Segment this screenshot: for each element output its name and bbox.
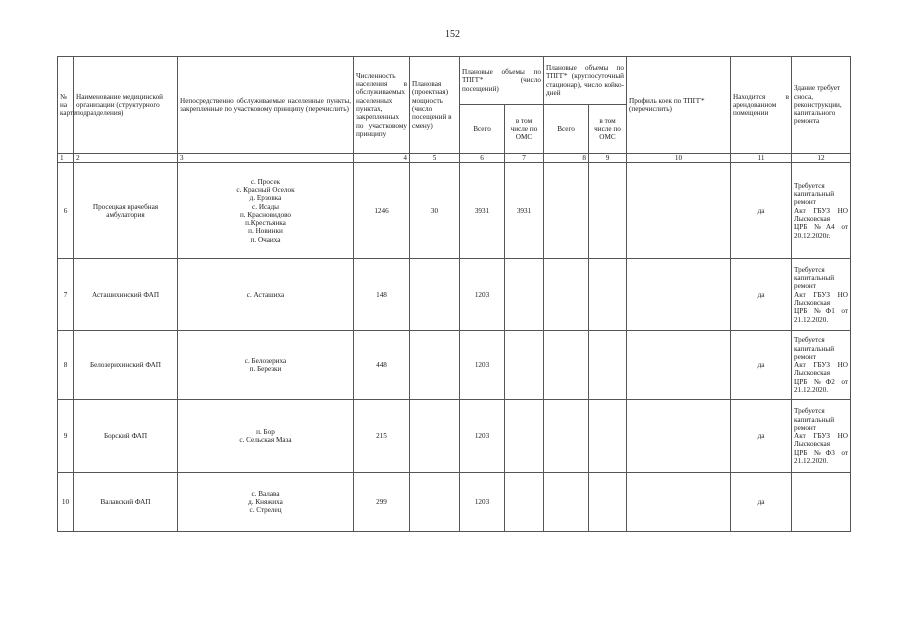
row-profile <box>627 163 731 259</box>
index-cell: 9 <box>589 154 627 163</box>
row-beds-oms <box>589 400 627 473</box>
row-beds-total <box>544 331 589 400</box>
building-line: Лысковская <box>794 440 831 449</box>
index-cell: 10 <box>627 154 731 163</box>
facilities-table <box>57 56 851 532</box>
header-building: Здание требует сноса, реконструкции, капитального ремонта <box>792 57 851 154</box>
row-beds-total <box>544 473 589 532</box>
row-building <box>792 473 851 532</box>
row-name: Просецкая врачебная амбулатория <box>74 163 178 259</box>
row-building <box>792 163 851 259</box>
header-visits-oms: в том числе по ОМС <box>505 105 544 154</box>
point-item: с. Исады <box>252 202 279 211</box>
building-line: Акт ГБУЗ НО <box>794 432 848 441</box>
row-num: 7 <box>58 259 74 331</box>
point-item: с. Красный Оселок <box>236 185 295 194</box>
row-beds-oms <box>589 259 627 331</box>
point-item: п. Новинки <box>248 227 283 236</box>
point-item: с. Валава <box>251 489 280 498</box>
header-name: Наименование медицинской организации (структурного подразделения) <box>74 57 178 154</box>
row-building <box>792 259 851 331</box>
header-rented: Находится в арендованном помещении <box>731 57 792 154</box>
row-visits-total: 1203 <box>460 473 505 532</box>
index-cell: 3 <box>178 154 354 163</box>
index-cell: 6 <box>460 154 505 163</box>
building-line: Лысковская <box>794 369 831 378</box>
index-cell: 1 <box>58 154 74 163</box>
row-visits-total: 1203 <box>460 400 505 473</box>
index-cell: 11 <box>731 154 792 163</box>
row-population: 1246 <box>354 163 410 259</box>
header-points: Непосредственно обслуживаемые населенные пункты, закрепленные по участковому принципу (перечислить) <box>178 57 354 154</box>
point-item: с. Белозериха <box>244 357 287 365</box>
row-beds-total <box>544 163 589 259</box>
building-line: Акт ГБУЗ НО <box>794 206 848 215</box>
row-name: Борский ФАП <box>74 400 178 473</box>
row-building <box>792 331 851 400</box>
point-item: с. Сельская Маза <box>239 436 292 445</box>
row-visits-oms <box>505 473 544 532</box>
building-line: ЦРБ №А4 от <box>794 223 848 232</box>
column-index-row <box>58 154 851 163</box>
header-visits-total: Всего <box>460 105 505 154</box>
point-item: п. Бор <box>256 428 275 436</box>
table-row <box>58 163 851 259</box>
point-item: с. Стрелец <box>249 506 282 515</box>
row-capacity <box>410 473 460 532</box>
row-profile <box>627 259 731 331</box>
building-line: ЦРБ №Ф1 от <box>794 307 848 316</box>
row-visits-oms: 3931 <box>505 163 544 259</box>
point-item: с. Просек <box>250 177 281 186</box>
row-beds-total <box>544 400 589 473</box>
row-visits-oms <box>505 331 544 400</box>
row-visits-total: 1203 <box>460 259 505 331</box>
row-rented: да <box>731 259 792 331</box>
row-beds-oms <box>589 163 627 259</box>
building-line: Лысковская <box>794 298 831 307</box>
row-num: 6 <box>58 163 74 259</box>
building-line: ремонт <box>794 282 816 291</box>
row-rented: да <box>731 400 792 473</box>
table-row <box>58 400 851 473</box>
header-profile: Профиль коек по ТПГГ* (перечислить) <box>627 57 731 154</box>
building-line: ремонт <box>794 198 816 207</box>
point-item: п. Березки <box>249 365 282 374</box>
row-visits-oms <box>505 259 544 331</box>
row-capacity <box>410 259 460 331</box>
building-line: 20.12.2020г. <box>794 231 831 240</box>
row-rented: да <box>731 331 792 400</box>
row-rented: да <box>731 163 792 259</box>
row-profile <box>627 400 731 473</box>
row-num: 9 <box>58 400 74 473</box>
row-points <box>178 259 354 331</box>
row-name: Белозерихинский ФАП <box>74 331 178 400</box>
header-visits-group: Плановые объемы по ТПГГ* (число посещений) <box>460 57 544 105</box>
building-line: капитальный <box>794 415 835 424</box>
header-num: № на карте <box>58 57 74 154</box>
building-line: капитальный <box>794 274 835 283</box>
building-line: Требуется <box>794 336 825 345</box>
building-line: капитальный <box>794 190 835 199</box>
index-cell: 4 <box>354 154 410 163</box>
row-num: 10 <box>58 473 74 532</box>
point-item: д. Ерзовка <box>249 194 282 203</box>
row-rented: да <box>731 473 792 532</box>
building-line: Акт ГБУЗ НО <box>794 290 848 299</box>
building-line: Требуется <box>794 265 825 274</box>
row-points <box>178 331 354 400</box>
row-beds-oms <box>589 473 627 532</box>
row-beds-total <box>544 259 589 331</box>
row-points <box>178 163 354 259</box>
point-item: п. Очаиха <box>250 235 281 244</box>
row-beds-oms <box>589 331 627 400</box>
building-line: 21.12.2020. <box>794 315 829 324</box>
row-population: 215 <box>354 400 410 473</box>
header-beds-oms: в том числе по ОМС <box>589 105 627 154</box>
table-row <box>58 331 851 400</box>
index-cell: 2 <box>74 154 178 163</box>
page-number: 152 <box>445 29 460 40</box>
point-item: д. Княжиха <box>248 498 283 507</box>
table-row <box>58 259 851 331</box>
building-line: Требуется <box>794 181 825 190</box>
index-cell: 12 <box>792 154 851 163</box>
building-line: Лысковская <box>794 214 831 223</box>
row-capacity <box>410 331 460 400</box>
row-profile <box>627 331 731 400</box>
table-row <box>58 473 851 532</box>
header-capacity: Плановая (проектная) мощность (число посещений в смену) <box>410 57 460 154</box>
row-population: 299 <box>354 473 410 532</box>
building-line: ремонт <box>794 352 816 361</box>
header-population: Численность населения в обслуживаемых населенных пунктах, закрепленных по участковому принципу <box>354 57 410 154</box>
row-building <box>792 400 851 473</box>
index-cell: 7 <box>505 154 544 163</box>
building-line: капитальный <box>794 344 835 353</box>
building-line: Акт ГБУЗ НО <box>794 361 848 370</box>
row-visits-oms <box>505 400 544 473</box>
row-points <box>178 473 354 532</box>
point-item: п.Крестьянка <box>245 219 286 228</box>
row-population: 148 <box>354 259 410 331</box>
building-line: ЦРБ №Ф2 от <box>794 377 848 386</box>
row-name: Валавский ФАП <box>74 473 178 532</box>
row-capacity <box>410 400 460 473</box>
building-line: ремонт <box>794 423 816 432</box>
row-points <box>178 400 354 473</box>
point-item: п. Красновидово <box>239 210 292 219</box>
row-visits-total: 3931 <box>460 163 505 259</box>
row-population: 448 <box>354 331 410 400</box>
row-capacity: 30 <box>410 163 460 259</box>
index-cell: 8 <box>544 154 589 163</box>
header-beds-group: Плановые объемы по ТПГГ* (круглосуточный стационар), число койко-дней <box>544 57 627 105</box>
building-line: Требуется <box>794 407 825 416</box>
building-line: 21.12.2020. <box>794 457 829 466</box>
row-visits-total: 1203 <box>460 331 505 400</box>
row-profile <box>627 473 731 532</box>
header-beds-total: Всего <box>544 105 589 154</box>
building-line: ЦРБ №Ф3 от <box>794 448 848 457</box>
row-num: 8 <box>58 331 74 400</box>
index-cell: 5 <box>410 154 460 163</box>
row-name: Асташихинский ФАП <box>74 259 178 331</box>
building-line: 21.12.2020. <box>794 386 829 395</box>
point-item: с. Асташиха <box>246 290 285 299</box>
